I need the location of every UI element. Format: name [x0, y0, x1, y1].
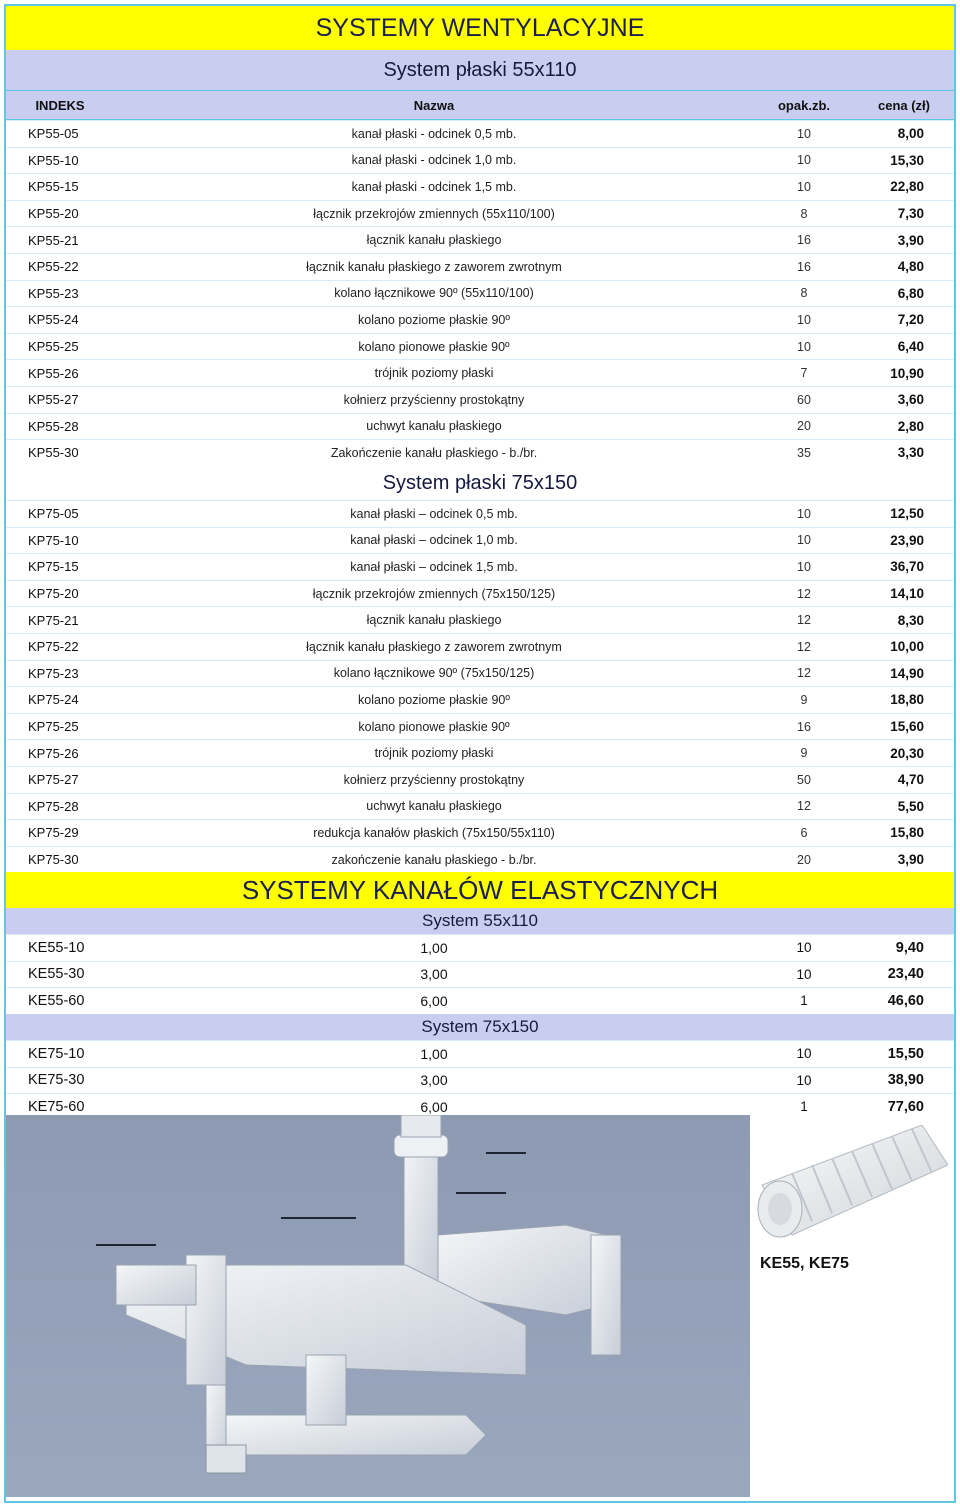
row-price: 7,20 — [897, 312, 924, 328]
table-row — [6, 766, 954, 793]
row-name: kanał płaski – odcinek 0,5 mb. — [350, 506, 518, 521]
row-name: łącznik przekrojów zmiennych (55x110/100) — [313, 206, 555, 221]
row-index: KP55-20 — [28, 206, 79, 222]
row-pack: 12 — [797, 639, 811, 654]
row-index: KP75-28 — [28, 798, 79, 814]
row-price: 2,80 — [897, 418, 924, 434]
table-row — [6, 359, 954, 386]
row-index: KE75-10 — [28, 1045, 85, 1062]
row-pack: 12 — [797, 666, 811, 681]
row-pack: 10 — [797, 179, 811, 194]
row-name: łącznik kanału płaskiego — [366, 233, 502, 248]
row-price: 8,00 — [897, 126, 924, 142]
row-pack: 1 — [800, 1099, 808, 1115]
row-name: kanał płaski - odcinek 1,0 mb. — [351, 153, 517, 168]
row-pack: 10 — [797, 126, 811, 141]
row-price: 9,40 — [895, 939, 924, 956]
row-price: 36,70 — [890, 559, 924, 575]
row-index: KP55-10 — [28, 152, 79, 168]
row-pack: 12 — [797, 799, 811, 814]
section-title-e55x110: System 55x110 — [6, 908, 954, 934]
table-row — [6, 147, 954, 174]
table-row — [6, 439, 954, 466]
row-pack: 10 — [797, 153, 811, 168]
table-row — [6, 660, 954, 687]
row-pack: 10 — [797, 312, 811, 327]
header-name: Nazwa — [413, 97, 455, 113]
row-price: 23,90 — [890, 532, 924, 548]
row-price: 46,60 — [887, 992, 924, 1009]
row-pack: 10 — [796, 1072, 812, 1088]
table-row — [6, 306, 954, 333]
row-index: KP75-26 — [28, 745, 79, 761]
row-index: KP75-25 — [28, 719, 79, 735]
row-pack: 10 — [796, 940, 812, 956]
row-name: kolano pionowe płaskie 90º — [358, 719, 510, 734]
row-index: KP55-30 — [28, 445, 79, 461]
row-name: 1,00 — [420, 939, 448, 956]
row-index: KE55-30 — [28, 966, 85, 983]
flexible-duct-illustration — [752, 1115, 948, 1497]
row-index: KP75-05 — [28, 506, 79, 522]
row-price: 15,30 — [890, 152, 924, 168]
row-index: KP75-30 — [28, 852, 79, 868]
row-index: KP75-22 — [28, 639, 79, 655]
row-pack: 20 — [797, 852, 811, 867]
row-index: KP55-15 — [28, 179, 79, 195]
row-name: uchwyt kanału płaskiego — [366, 419, 502, 434]
photo-caption: KE55, KE75 — [760, 1255, 849, 1272]
row-name: łącznik przekrojów zmiennych (75x150/125) — [312, 586, 556, 601]
row-name: kanał płaski - odcinek 0,5 mb. — [351, 126, 517, 141]
table-row — [6, 280, 954, 307]
row-price: 3,30 — [897, 445, 924, 461]
row-name: kolano pionowe płaskie 90º — [358, 339, 510, 354]
row-price: 6,80 — [897, 285, 924, 301]
section-title-75x150: System płaski 75x150 — [6, 466, 954, 500]
row-price: 3,60 — [897, 392, 924, 408]
table-row — [6, 226, 954, 253]
row-index: KP75-29 — [28, 825, 79, 841]
row-pack: 9 — [800, 692, 808, 707]
row-price: 15,60 — [890, 719, 924, 735]
row-name: 1,00 — [420, 1045, 448, 1062]
table-row — [6, 934, 954, 961]
table-row — [6, 987, 954, 1014]
row-name: łącznik kanału płaskiego z zaworem zwrotnym — [306, 259, 562, 274]
table-row — [6, 1040, 954, 1067]
row-pack: 10 — [796, 966, 812, 982]
table-row — [6, 253, 954, 280]
section-title-55x110: System płaski 55x110 — [6, 50, 954, 90]
row-index: KP55-23 — [28, 285, 79, 301]
row-name: łącznik kanału płaskiego — [366, 613, 502, 628]
row-name: uchwyt kanału płaskiego — [366, 799, 502, 814]
row-name: kolano łącznikowe 90º (55x110/100) — [334, 286, 534, 301]
row-pack: 7 — [800, 366, 808, 381]
row-index: KP75-23 — [28, 665, 79, 681]
row-index: KP55-26 — [28, 365, 79, 381]
table-row — [6, 606, 954, 633]
row-pack: 16 — [797, 259, 811, 274]
header-price: cena (zł) — [877, 97, 930, 113]
row-price: 14,90 — [890, 665, 924, 681]
row-pack: 12 — [797, 613, 811, 628]
table-row — [6, 500, 954, 527]
row-name: kołnierz przyścienny prostokątny — [343, 392, 525, 407]
table-row — [6, 1067, 954, 1094]
row-index: KE55-10 — [28, 939, 85, 956]
row-index: KP75-10 — [28, 532, 79, 548]
row-name: kanał płaski – odcinek 1,0 mb. — [350, 533, 518, 548]
row-name: kolano poziome płaskie 90º — [358, 692, 510, 707]
row-price: 4,70 — [897, 772, 924, 788]
row-name: trójnik poziomy płaski — [374, 366, 494, 381]
row-name: zakończenie kanału płaskiego - b./br. — [331, 852, 537, 867]
row-index: KP55-27 — [28, 392, 79, 408]
row-index: KP55-28 — [28, 418, 79, 434]
row-price: 10,00 — [890, 639, 924, 655]
main-title: SYSTEMY WENTYLACYJNE — [6, 6, 954, 50]
row-pack: 60 — [797, 392, 811, 407]
table-row — [6, 713, 954, 740]
row-name: redukcja kanałów płaskich (75x150/55x110) — [313, 825, 555, 840]
row-name: 3,00 — [420, 1072, 448, 1089]
row-price: 3,90 — [897, 232, 924, 248]
row-index: KE75-30 — [28, 1072, 85, 1089]
row-pack: 16 — [797, 233, 811, 248]
row-price: 12,50 — [890, 506, 924, 522]
row-name: kanał płaski – odcinek 1,5 mb. — [350, 559, 518, 574]
table-row — [6, 553, 954, 580]
section-title-e75x150: System 75x150 — [6, 1014, 954, 1040]
row-index: KP75-15 — [28, 559, 79, 575]
table-row — [6, 120, 954, 147]
row-index: KP55-25 — [28, 339, 79, 355]
row-pack: 8 — [800, 206, 808, 221]
row-pack: 16 — [797, 719, 811, 734]
table-row — [6, 686, 954, 713]
duct-system-illustration — [6, 1115, 750, 1497]
row-price: 6,40 — [897, 339, 924, 355]
row-pack: 10 — [797, 559, 811, 574]
row-price: 38,90 — [887, 1072, 924, 1089]
row-name: kolano łącznikowe 90º (75x150/125) — [333, 666, 535, 681]
row-price: 4,80 — [897, 259, 924, 275]
row-index: KP75-24 — [28, 692, 79, 708]
table-row — [6, 793, 954, 820]
table-header — [6, 90, 954, 120]
table-row — [6, 173, 954, 200]
row-price: 7,30 — [897, 206, 924, 222]
row-index: KP55-22 — [28, 259, 79, 275]
row-name: kołnierz przyścienny prostokątny — [343, 772, 525, 787]
row-price: 77,60 — [887, 1098, 924, 1115]
table-row — [6, 846, 954, 873]
row-name: kolano poziome płaskie 90º — [358, 312, 510, 327]
row-index: KP55-24 — [28, 312, 79, 328]
flex-title: SYSTEMY KANAŁÓW ELASTYCZNYCH — [6, 872, 954, 908]
row-pack: 10 — [797, 339, 811, 354]
table-row — [6, 961, 954, 988]
row-price: 22,80 — [890, 179, 924, 195]
header-pack: opak.zb. — [777, 97, 830, 113]
row-pack: 35 — [797, 445, 811, 460]
row-pack: 6 — [800, 825, 808, 840]
row-pack: 9 — [800, 746, 808, 761]
table-row — [6, 200, 954, 227]
row-price: 15,50 — [887, 1045, 924, 1062]
row-price: 23,40 — [887, 966, 924, 983]
row-name: 3,00 — [420, 966, 448, 983]
row-index: KP75-20 — [28, 586, 79, 602]
table-row — [6, 527, 954, 554]
row-price: 5,50 — [897, 798, 924, 814]
table-row — [6, 633, 954, 660]
table-row — [6, 413, 954, 440]
row-index: KE75-60 — [28, 1098, 85, 1115]
row-pack: 12 — [797, 586, 811, 601]
row-pack: 20 — [797, 419, 811, 434]
row-index: KP75-21 — [28, 612, 79, 628]
row-pack: 10 — [797, 506, 811, 521]
row-price: 15,80 — [890, 825, 924, 841]
row-price: 18,80 — [890, 692, 924, 708]
row-index: KE55-60 — [28, 992, 85, 1009]
table-row — [6, 739, 954, 766]
row-name: Zakończenie kanału płaskiego - b./br. — [330, 445, 538, 460]
row-price: 20,30 — [890, 745, 924, 761]
header-index: INDEKS — [35, 97, 85, 113]
row-name: łącznik kanału płaskiego z zaworem zwrotnym — [306, 639, 562, 654]
row-pack: 10 — [797, 533, 811, 548]
table-row — [6, 580, 954, 607]
row-name: trójnik poziomy płaski — [374, 746, 494, 761]
row-pack: 50 — [797, 772, 811, 787]
row-price: 8,30 — [897, 612, 924, 628]
row-index: KP55-21 — [28, 232, 79, 248]
table-row — [6, 333, 954, 360]
row-pack: 1 — [800, 993, 808, 1009]
row-name: kanał płaski - odcinek 1,5 mb. — [351, 179, 517, 194]
row-pack: 8 — [800, 286, 808, 301]
row-price: 3,90 — [897, 852, 924, 868]
row-name: 6,00 — [420, 1098, 448, 1115]
row-name: 6,00 — [420, 992, 448, 1009]
table-row — [6, 386, 954, 413]
row-price: 10,90 — [890, 365, 924, 381]
row-pack: 10 — [796, 1046, 812, 1062]
row-index: KP55-05 — [28, 126, 79, 142]
table-row — [6, 819, 954, 846]
row-price: 14,10 — [890, 586, 924, 602]
row-index: KP75-27 — [28, 772, 79, 788]
